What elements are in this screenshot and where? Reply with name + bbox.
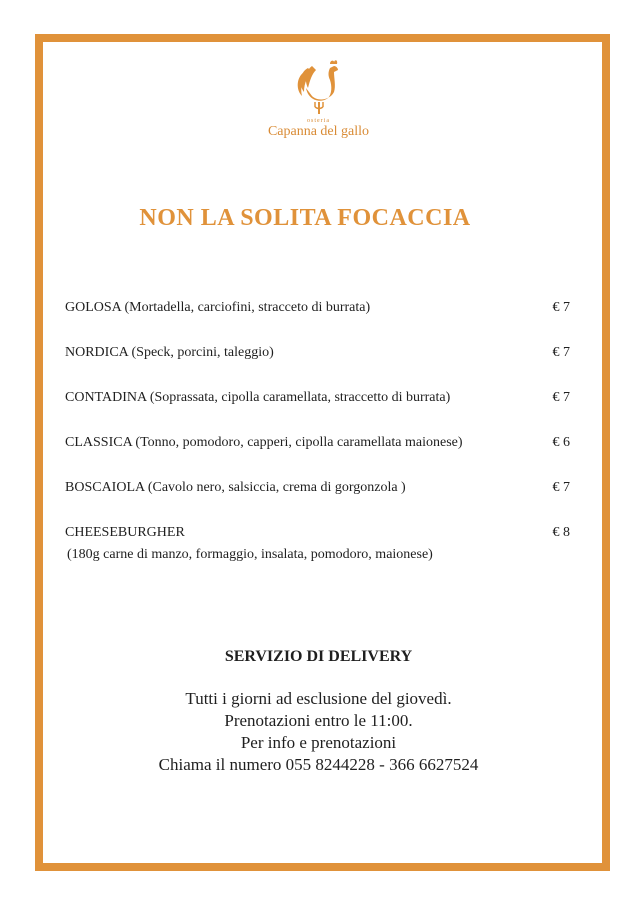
- item-price: € 7: [552, 390, 570, 405]
- item-name: CHEESEBURGHER: [65, 525, 185, 540]
- menu-item: [65, 390, 570, 435]
- menu-item: [65, 435, 570, 480]
- delivery-line: Chiama il numero 055 8244228 - 366 6627524: [158, 755, 479, 774]
- menu-title: NON LA SOLITA FOCACCIA: [139, 205, 471, 231]
- item-name: GOLOSA (Mortadella, carciofini, stracceto di burrata): [65, 300, 371, 315]
- item-name: CONTADINA (Soprassata, cipolla caramellata, straccetto di burrata): [65, 390, 451, 405]
- item-price: € 7: [552, 345, 570, 360]
- logo-name: Capanna del gallo: [267, 124, 370, 139]
- logo-subtitle: osteria: [307, 118, 330, 124]
- menu-item: [65, 345, 570, 390]
- delivery-line: Per info e prenotazioni: [240, 733, 397, 752]
- rooster-icon: [294, 58, 344, 116]
- item-name: NORDICA (Speck, porcini, taleggio): [65, 345, 274, 360]
- delivery-section: [0, 648, 637, 776]
- menu-item: [65, 300, 570, 345]
- item-price: € 7: [552, 480, 570, 495]
- item-price: € 8: [552, 525, 570, 540]
- menu-item: [65, 480, 570, 525]
- item-price: € 6: [552, 435, 570, 450]
- menu-item: [65, 525, 570, 570]
- item-name: BOSCAIOLA (Cavolo nero, salsiccia, crema di gorgonzola ): [65, 480, 406, 495]
- delivery-heading: SERVIZIO DI DELIVERY: [224, 648, 413, 665]
- delivery-line: Prenotazioni entro le 11:00.: [224, 711, 413, 730]
- item-price: € 7: [552, 300, 570, 315]
- logo: [0, 58, 637, 140]
- item-name: CLASSICA (Tonno, pomodoro, capperi, cipolla caramellata maionese): [65, 435, 463, 450]
- item-description: (180g carne di manzo, formaggio, insalata, pomodoro, maionese): [67, 547, 433, 562]
- menu-items: [65, 300, 570, 570]
- delivery-line: Tutti i giorni ad esclusione del giovedì.: [185, 689, 452, 708]
